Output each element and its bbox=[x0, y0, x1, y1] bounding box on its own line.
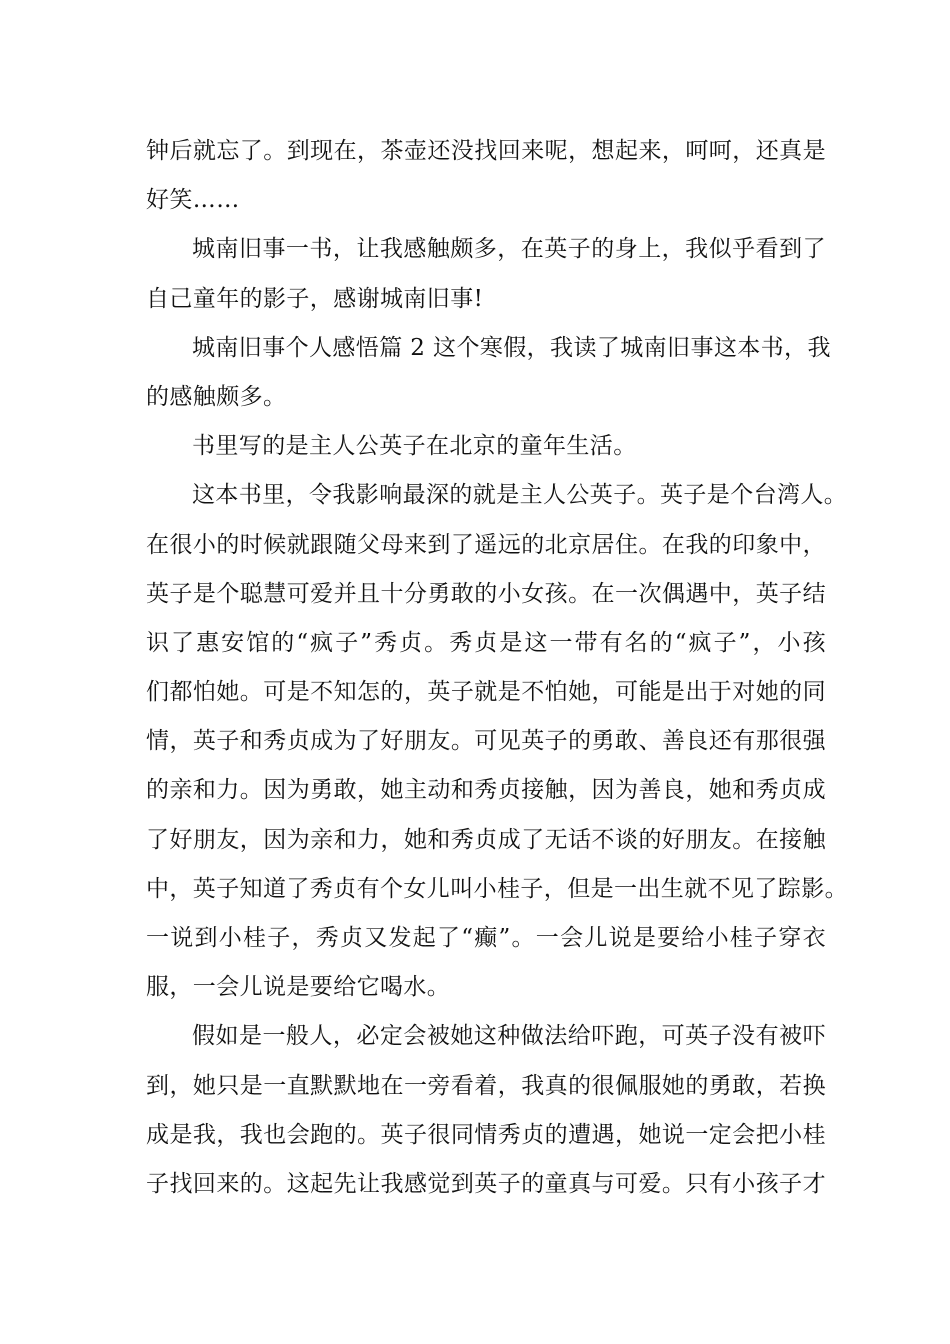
text-line: 了好朋友，因为亲和力，她和秀贞成了无话不谈的好朋友。在接触 bbox=[146, 826, 826, 853]
text-line: 识了惠安馆的“疯子”秀贞。秀贞是这一带有名的“疯子”，小孩 bbox=[146, 629, 826, 656]
document-body bbox=[146, 127, 848, 1209]
text-line: 子找回来的。这起先让我感觉到英子的童真与可爱。只有小孩子才 bbox=[146, 1170, 826, 1197]
paragraph-first-line: 这本书里，令我影响最深的就是主人公英子。英子是个台湾人。 bbox=[192, 482, 848, 509]
paragraph-first-line: 假如是一般人，必定会被她这种做法给吓跑，可英子没有被吓 bbox=[192, 1023, 826, 1050]
text-line: 到，她只是一直默默地在一旁看着，我真的很佩服她的勇敢，若换 bbox=[146, 1072, 826, 1099]
text-line: 英子是个聪慧可爱并且十分勇敢的小女孩。在一次偶遇中，英子结 bbox=[146, 580, 826, 607]
text-line: 钟后就忘了。到现在，茶壶还没找回来呢，想起来，呵呵，还真是 bbox=[146, 138, 826, 164]
text-line: 好笑…… bbox=[146, 187, 240, 214]
paragraph-first-line: 城南旧事一书，让我感触颇多，在英子的身上，我似乎看到了 bbox=[192, 236, 826, 263]
text-line: 自己童年的影子，感谢城南旧事! bbox=[146, 285, 484, 312]
text-line: 中，英子知道了秀贞有个女儿叫小桂子，但是一出生就不见了踪影。 bbox=[146, 875, 848, 902]
text-line: 服，一会儿说是要给它喝水。 bbox=[146, 974, 451, 1001]
text-line: 在很小的时候就跟随父母来到了遥远的北京居住。在我的印象中， bbox=[146, 531, 826, 558]
text-line: 情，英子和秀贞成为了好朋友。可见英子的勇敢、善良还有那很强 bbox=[146, 728, 826, 755]
text-line: 的亲和力。因为勇敢，她主动和秀贞接触，因为善良，她和秀贞成 bbox=[146, 777, 826, 804]
text-line: 成是我，我也会跑的。英子很同情秀贞的遭遇，她说一定会把小桂 bbox=[146, 1121, 826, 1148]
text-line: 一说到小桂子，秀贞又发起了“癫”。一会儿说是要给小桂子穿衣 bbox=[146, 925, 826, 951]
paragraph-first-line: 书里写的是主人公英子在北京的童年生活。 bbox=[192, 433, 637, 460]
text-line: 们都怕她。可是不知怎的，英子就是不怕她，可能是出于对她的同 bbox=[146, 679, 826, 706]
paragraph-first-line: 城南旧事个人感悟篇 2 这个寒假，我读了城南旧事这本书，我 bbox=[192, 334, 831, 361]
text-line: 的感触颇多。 bbox=[146, 383, 287, 410]
